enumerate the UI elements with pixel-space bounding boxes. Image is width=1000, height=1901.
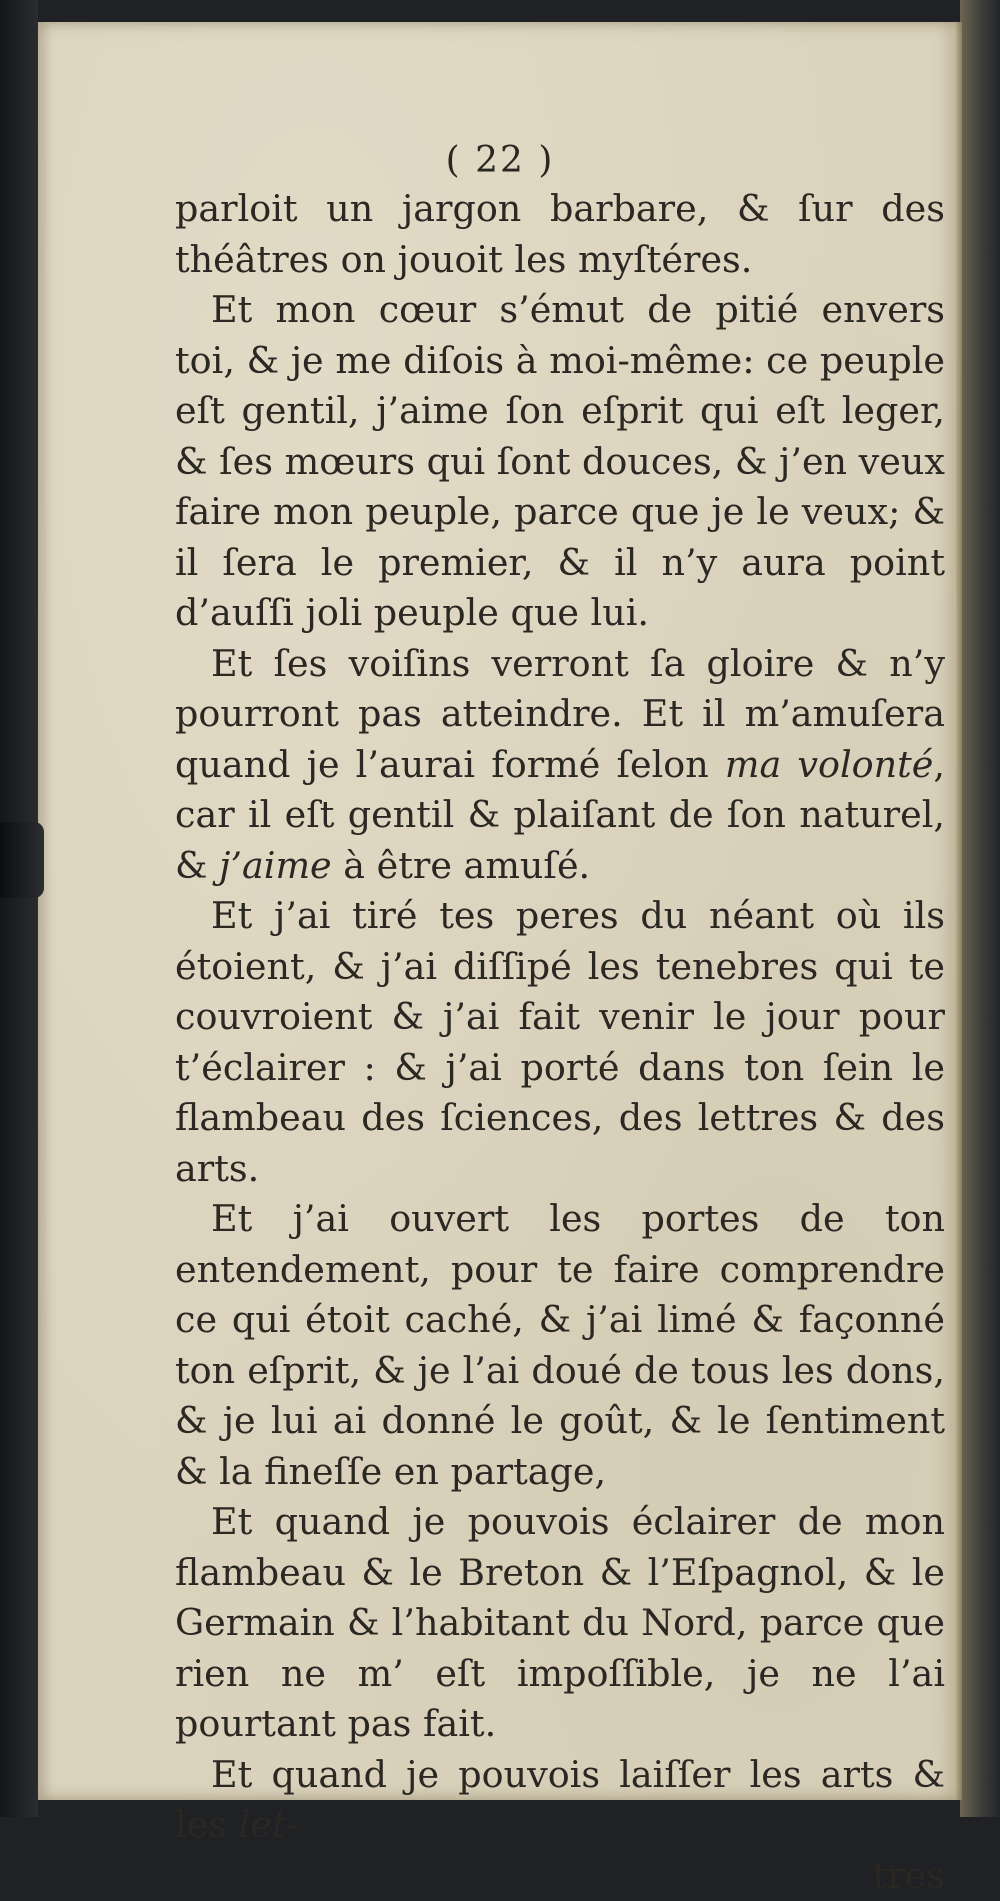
paragraph-text: parloit un jargon barbare, & ſur des théâtres on jouoit les myſtéres.	[175, 187, 945, 281]
paragraph	[175, 1194, 945, 1497]
body-text	[175, 184, 945, 1901]
italic-text: let-	[239, 1803, 299, 1846]
paragraph	[175, 1750, 945, 1851]
paragraph-text: Et quand je pouvois laiſſer les arts & les	[175, 1753, 945, 1847]
paragraph-text: Et quand je pouvois éclairer de mon flambeau & le Breton & l’Eſpagnol, & le Germain & l’habitant du Nord, parce que rien ne m’ eſt impoſſible, je ne l’ai pourtant pas fait.	[175, 1500, 945, 1745]
binding-shadow	[0, 0, 38, 1817]
paragraph-text: à être amuſé.	[332, 844, 590, 887]
book-edge	[960, 0, 1000, 1817]
paragraph-text: Et j’ai tiré tes peres du néant où ils étoient, & j’ai diſſipé les tenebres qui te couvroient & j’ai fait venir le jour pour t’éclairer : & j’ai porté dans ton ſein le flambeau des ſciences, des lettres & des arts.	[175, 894, 945, 1190]
page-number: ( 22 )	[38, 140, 962, 181]
paragraph-text: Et ſes voiſins verront ſa gloire & n’y pourront pas atteindre. Et il m’amuſera quand je l’aurai formé ſelon	[175, 642, 945, 786]
paragraph	[175, 285, 945, 639]
page-clip	[0, 822, 44, 898]
page-edge	[956, 22, 962, 1800]
paragraph-text: Et mon cœur s’émut de pitié envers toi, & je me diſois à moi-même: ce peuple eſt gentil, j’aime ſon eſprit qui eſt leger, & ſes mœurs qui ſont douces, & j’en veux faire mon peuple, parce que je le veux; & il ſera le premier, & il n’y aura point d’auſſi joli peuple que lui.	[175, 288, 945, 634]
paragraph-text: , car il eſt gentil & plaiſant de ſon naturel, &	[175, 743, 945, 887]
catchword: tres	[175, 1851, 945, 1901]
paragraph	[175, 639, 945, 892]
italic-text: ma volonté	[725, 743, 934, 786]
paragraph	[175, 891, 945, 1194]
paragraph-text: Et j’ai ouvert les portes de ton entendement, pour te faire comprendre ce qui étoit caché, & j’ai limé & façonné ton eſprit, & je l’ai doué de tous les dons, & je lui ai donné le goût, & le ſentiment & la fineſſe en partage,	[175, 1197, 945, 1493]
paragraph	[175, 184, 945, 285]
paragraph	[175, 1497, 945, 1750]
italic-text: j’aime	[219, 844, 332, 887]
